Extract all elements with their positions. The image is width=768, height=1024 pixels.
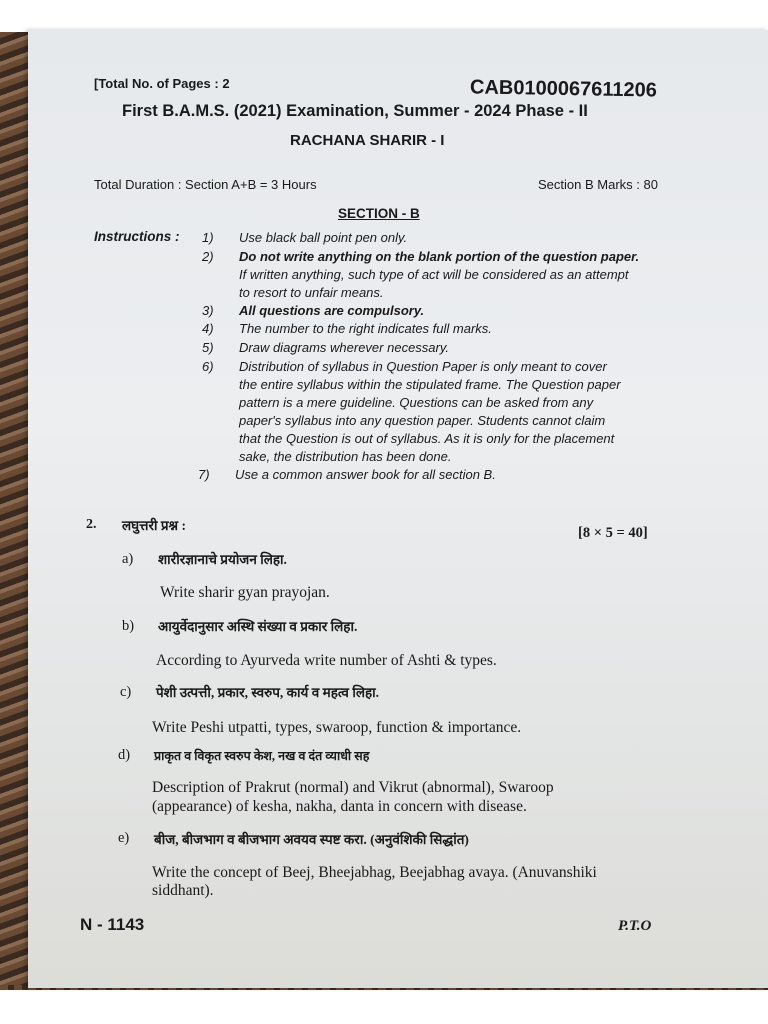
subject-title: RACHANA SHARIR - I [290, 132, 445, 149]
subquestion-marathi: प्राकृत व विकृत स्वरुप केश, नख व दंत व्याधी सह [154, 749, 370, 763]
background-bottom [0, 990, 768, 1024]
instruction-line: paper's syllabus into any question paper. Students cannot claim [239, 413, 606, 428]
subquestion-english: Write Peshi utpatti, types, swaroop, function & importance. [152, 719, 522, 736]
footer-pto: P.T.O [618, 918, 652, 934]
subquestion-marathi: पेशी उत्पत्ती, प्रकार, स्वरुप, कार्य व महत्व लिहा. [156, 685, 380, 700]
subquestion-label: a) [122, 551, 134, 567]
instruction-line: If written anything, such type of act will be considered as an attempt [239, 267, 629, 282]
subquestion-label: d) [118, 747, 131, 763]
question-marks: [8 × 5 = 40] [578, 525, 648, 541]
footer-code: N - 1143 [80, 915, 145, 934]
instruction-line: Do not write anything on the blank portion of the question paper. [239, 249, 640, 264]
instructions-label: Instructions : [94, 229, 180, 244]
question-title: लघुत्तरी प्रश्न : [122, 518, 186, 533]
total-pages: [Total No. of Pages : 2 [94, 76, 230, 91]
subquestion-english: Write sharir gyan prayojan. [160, 584, 330, 601]
paper-code: CAB0100067611206 [469, 76, 658, 102]
instruction-number: 4) [202, 321, 214, 336]
instruction-number: 3) [202, 303, 214, 318]
instruction-line: All questions are compulsory. [239, 303, 425, 318]
instruction-line: The number to the right indicates full marks. [239, 321, 492, 336]
subquestion-english: siddhant). [152, 882, 214, 899]
instruction-number: 1) [202, 230, 214, 245]
instruction-line: Distribution of syllabus in Question Paper is only meant to cover [239, 359, 607, 374]
instruction-line: Draw diagrams wherever necessary. [239, 340, 449, 355]
subquestion-label: e) [118, 830, 130, 846]
instruction-number: 5) [202, 340, 214, 355]
subquestion-english: Description of Prakrut (normal) and Vikrut (abnormal), Swaroop [152, 779, 554, 796]
instruction-line: sake, the distribution has been done. [239, 449, 452, 464]
instruction-number: 2) [202, 249, 214, 264]
subquestion-marathi: आयुर्वेदानुसार अस्थि संख्या व प्रकार लिहा. [158, 619, 358, 634]
subquestion-marathi: शारीरज्ञानाचे प्रयोजन लिहा. [158, 552, 287, 567]
subquestion-label: b) [122, 618, 135, 634]
subquestion-label: c) [120, 684, 132, 700]
duration-text: Total Duration : Section A+B = 3 Hours [94, 177, 317, 192]
question-number: 2. [86, 517, 97, 532]
instruction-line: to resort to unfair means. [239, 285, 384, 300]
instruction-line: the entire syllabus within the stipulated frame. The Question paper [239, 377, 621, 392]
subquestion-english: (appearance) of kesha, nakha, danta in concern with disease. [152, 798, 527, 815]
instruction-line: Use black ball point pen only. [239, 230, 408, 245]
instruction-line: pattern is a mere guideline. Questions can be asked from any [239, 395, 594, 410]
exam-title: First B.A.M.S. (2021) Examination, Summer - 2024 Phase - II [122, 102, 588, 120]
subquestion-english: According to Ayurveda write number of Ashti & types. [156, 652, 497, 669]
instruction-number: 7) [198, 467, 210, 482]
instruction-line: that the Question is out of syllabus. As it is only for the placement [239, 431, 615, 446]
background-top [0, 0, 768, 32]
section-title: SECTION - B [338, 206, 420, 221]
marks-text: Section B Marks : 80 [538, 177, 658, 192]
exam-paper [28, 30, 768, 988]
subquestion-marathi: बीज, बीजभाग व बीजभाग अवयव स्पष्ट करा. (अनुवंशिकी सिद्धांत) [154, 832, 469, 847]
instruction-line: Use a common answer book for all section B. [235, 467, 496, 482]
instruction-number: 6) [202, 359, 214, 374]
subquestion-english: Write the concept of Beej, Bheejabhag, Beejabhag avaya. (Anuvanshiki [152, 864, 597, 881]
